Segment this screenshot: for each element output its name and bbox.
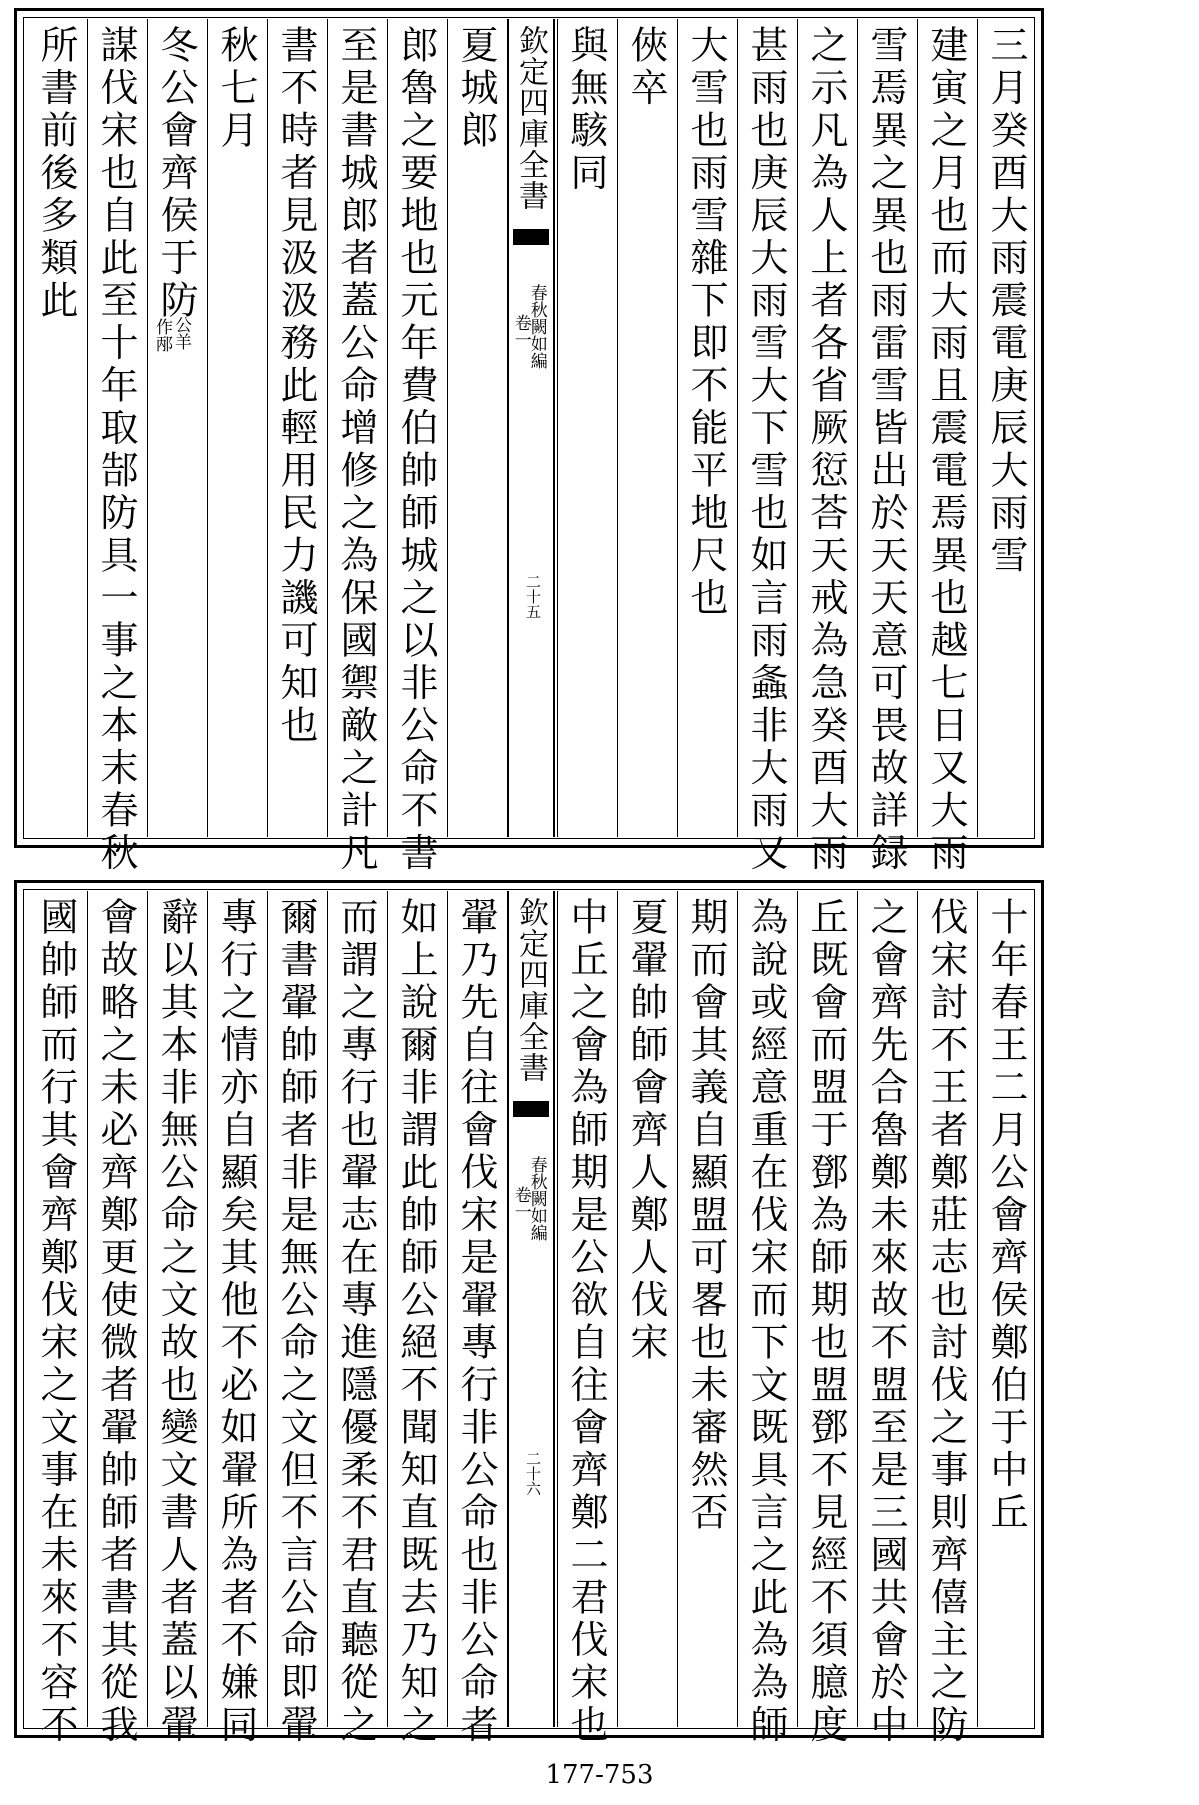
text-column: 秋七月 — [214, 25, 258, 153]
column-rule — [737, 19, 738, 837]
fold-page-number: 二十六 — [524, 1451, 542, 1496]
column-rule — [387, 891, 388, 1727]
text-column: 與無駭同 — [564, 25, 608, 195]
page-footer: 177-753 — [545, 1760, 654, 1790]
column-rule — [447, 891, 448, 1727]
fishtail-mark — [513, 1101, 549, 1117]
column-rule — [917, 891, 918, 1727]
fold-book-title: 春秋闕如編 — [526, 284, 547, 369]
column-rule — [447, 19, 448, 837]
text-column: 翬乃先自往會伐宋是翬專行非公命也非公命者 — [454, 897, 498, 1747]
column-rule — [677, 891, 678, 1727]
fold-title: 欽定四庫全書 — [513, 897, 548, 1083]
fold-title: 欽定四庫全書 — [513, 25, 548, 211]
text-column: 丘既會而盟于鄧為師期也盟鄧不見經不須臆度 — [804, 897, 848, 1747]
column-rule — [797, 19, 798, 837]
text-column: 之會齊先合魯鄭未來故不盟至是三國共會於中 — [864, 897, 908, 1747]
column-rule — [267, 891, 268, 1727]
fishtail-mark — [513, 229, 549, 245]
note-text: 公羊 — [171, 316, 191, 350]
column-rule — [857, 891, 858, 1727]
text-column: 所書前後多類此 — [34, 25, 78, 323]
column-rule — [267, 19, 268, 837]
fold-page-number: 二十五 — [524, 574, 542, 619]
text-column: 之示凡為人上者各省厥愆荅天戒為急癸酉大雨 — [804, 25, 848, 875]
column-rule — [617, 19, 618, 837]
column-rule — [977, 19, 978, 837]
fold-center-column — [507, 19, 555, 837]
text-column: 中丘之會為師期是公欲自往會齊鄭二君伐宋也 — [564, 897, 608, 1747]
text-column: 三月癸酉大雨震電庚辰大雨雪 — [984, 25, 1028, 578]
column-rule — [147, 891, 148, 1727]
column-rule — [857, 19, 858, 837]
column-rule — [677, 19, 678, 837]
text-column: 夏城郎 — [454, 25, 498, 153]
text-column: 辭以其本非無公命之文故也變文書人者蓋以翬 — [154, 897, 198, 1747]
text-column: 國帥師而行其會齊鄭伐宋之文事在未來不容不 — [34, 897, 78, 1747]
fold-volume: 卷一 — [510, 1186, 531, 1220]
column-rule — [617, 891, 618, 1727]
text-column: 夏翬帥師會齊人鄭人伐宋 — [624, 897, 668, 1365]
text-column: 而謂之專行也翬志在專進隱優柔不君直聽從之 — [334, 897, 378, 1747]
column-rule — [147, 19, 148, 837]
column-rule — [737, 891, 738, 1727]
text-column: 建寅之月也而大雨且震電焉異也越七日又大雨 — [924, 25, 968, 875]
text-column: 書不時者見汲汲務此輕用民力譏可知也 — [274, 25, 318, 748]
lower-page — [14, 880, 1044, 1747]
text-column: 爾書翬帥師者非是無公命之文但不言公命即翬 — [274, 897, 318, 1747]
column-rule — [917, 19, 918, 837]
text-column: 俠卒 — [624, 25, 668, 110]
column-rule — [797, 891, 798, 1727]
fold-book-title: 春秋闕如編 — [526, 1156, 547, 1241]
text-column: 謀伐宋也自此至十年取郜防具一事之本末春秋 — [94, 25, 138, 875]
upper-page — [14, 8, 1044, 875]
column-rule — [557, 891, 558, 1727]
column-rule — [977, 891, 978, 1727]
column-rule — [327, 19, 328, 837]
column-rule — [207, 19, 208, 837]
text-column: 冬公會齊侯于防 — [154, 25, 198, 323]
text-column: 至是書城郎者蓋公命增修之為保國禦敵之計凡 — [334, 25, 378, 875]
text-column: 雪焉異之異也雨雷雪皆出於天天意可畏故詳録 — [864, 25, 908, 875]
column-rule — [87, 19, 88, 837]
text-column: 會故略之未必齊鄭更使微者翬帥師者書其從我 — [94, 897, 138, 1747]
column-rule — [207, 891, 208, 1727]
text-column: 期而會其義自顯盟可畧也未審然否 — [684, 897, 728, 1535]
text-column: 如上說爾非謂此帥師公絕不聞知直既去乃知之 — [394, 897, 438, 1747]
text-column: 十年春王二月公會齊侯鄭伯于中丘 — [984, 897, 1028, 1535]
text-column: 為說或經意重在伐宋而下文既具言之此為為師 — [744, 897, 788, 1747]
column-rule — [87, 891, 88, 1727]
text-column: 專行之情亦自顯矣其他不必如翬所為者不嫌同 — [214, 897, 258, 1747]
fold-center-column — [507, 891, 555, 1727]
column-rule — [387, 19, 388, 837]
text-column: 大雪也雨雪雜下即不能平地尺也 — [684, 25, 728, 620]
text-column: 郎魯之要地也元年費伯帥師城之以非公命不書 — [394, 25, 438, 875]
note-text: 作邴 — [152, 318, 172, 352]
fold-volume: 卷一 — [510, 314, 531, 348]
text-column: 伐宋討不王者鄭莊志也討伐之事則齊僖主之防 — [924, 897, 968, 1747]
text-column: 甚雨也庚辰大雨雪大下雪也如言雨螽非大雨又 — [744, 25, 788, 875]
column-rule — [327, 891, 328, 1727]
column-rule — [557, 19, 558, 837]
interlinear-note — [153, 316, 189, 352]
